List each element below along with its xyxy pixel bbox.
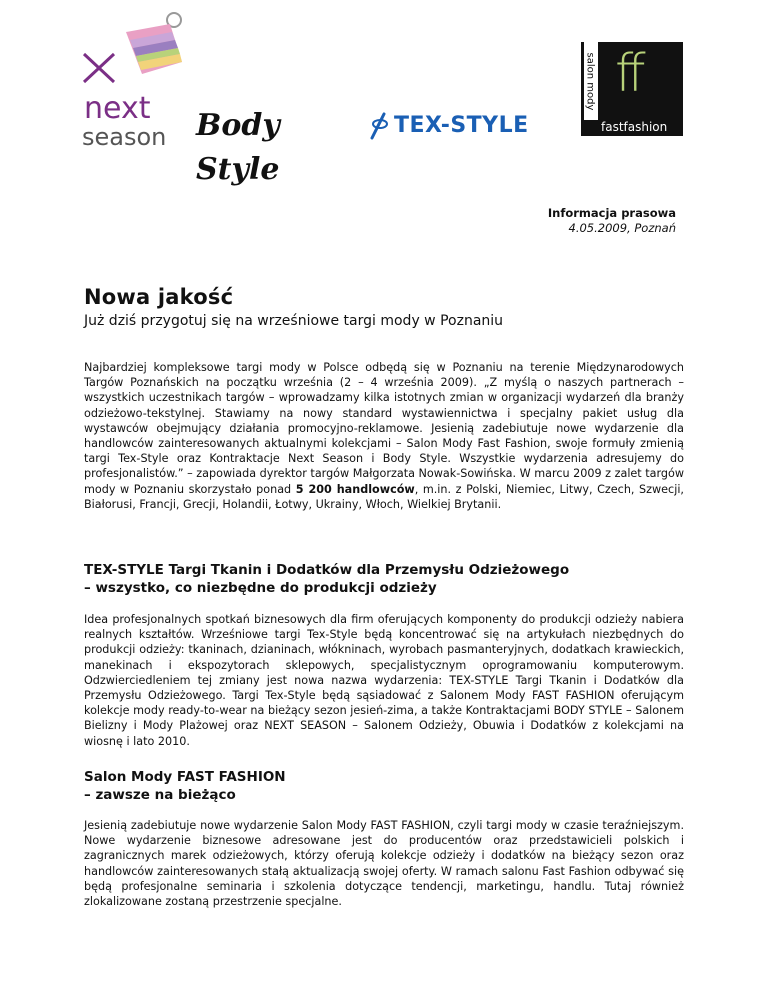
next-season-logo [78,10,188,150]
logo-season-text: season [82,123,167,150]
intro-text-1: Najbardziej kompleksowe targi mody w Polsce odbędą się w Poznaniu na terenie Międzynarodowych Targów Poznańskich na początku września (2 – 4 września 2009). „Z myślą o naszych partnerach – wszystkich uczestnikach targów – wprowadzamy kilka istotnych zmian w organizacji wydarzeń dla branży odzieżowo-tekstylnej. Stawiamy na nowy standard wystawiennictwa i specjalny pakiet usług dla wystawców obejmujący działania promocyjno-reklamowe. Jesienią zadebiutuje nowe wydarzenie dla handlowców zainteresowanych aktualnymi kolekcjami – Salon Mody Fast Fashion, swoje formuły zmienią targi Tex-Style oraz Kontraktacje Next Season i Body Style. Wszystkie wydarzenia adresujemy do profesjonalistów.” – zapowiada dyrektor targów Małgorzata Nowak-Sowińska. W marcu 2009 z zalet targów mody w Poznaniu skorzystało ponad [84,361,684,496]
tex-style-logo [368,110,560,140]
intro-bold: 5 200 handlowców [295,482,415,496]
body-style-logo [196,104,346,187]
fast-fashion-logo [581,42,683,136]
section-heading-tex-style [84,561,569,597]
fast-fashion-paragraph: Jesienią zadebiutuje nowe wydarzenie Salon Mody FAST FASHION, czyli targi mody w czasie teraźniejszym. Nowe wydarzenie biznesowe adresowane jest do producentów oraz przedstawicieli polskich i zagranicznych marek odzieżowych, którzy oferują kolekcje odzieży i dodatków na bieżący sezon oraz handlowców zainteresowanych stałą aktualizacją swojej oferty. W ramach salonu Fast Fashion odbywać się będą profesjonalne seminaria i szkolenia dotyczące tendencji, marketingu, handlu. Tutaj również zlokalizowane zostaną przestrzenie specjalne. [84,819,684,909]
section-heading-line1: Salon Mody FAST FASHION [84,769,286,785]
page-title: Nowa jakość [84,285,234,309]
logo-next-text: next [84,91,151,126]
needle-icon [368,110,388,140]
section-heading-line2: – zawsze na bieżąco [84,787,236,803]
section-heading-fast-fashion [84,768,286,804]
tag-icon [126,13,182,74]
press-label: Informacja prasowa [547,206,676,220]
tex-style-paragraph: Idea profesjonalnych spotkań biznesowych dla firm oferujących komponenty do produkcji odzieży nabiera realnych kształtów. Wrześniowe targi Tex-Style będą koncentrować się na artykułach niezbędnych do produkcji odzieży: tkaninach, dzianinach, włókninach, wyrobach pasmanteryjnych, dodatkach krawieckich, manekinach i ekspozytorach sklepowych, specjalistycznym oprogramowaniu komputerowym. Odzwierciedleniem tej zmiany jest nowa nazwa wydarzenia: TEX-STYLE Targi Tkanin i Dodatków dla Przemysłu Odzieżowego. Targi Tex-Style będą sąsiadować z Salonem Mody FAST FASHION oferującym kolekcje mody ready-to-wear na bieżący sezon jesień-zima, a także Kontraktacjami BODY STYLE – Salonem Bielizny i Mody Plażowej oraz NEXT SEASON – Salonem Odzieży, Obuwia i Dodatków z kolekcjami na wiosnę i lato 2010. [84,613,684,748]
logo-body-style-text: Body Style [196,108,280,187]
page-subtitle: Już dziś przygotuj się na wrześniowe targi mody w Poznaniu [84,313,504,329]
logo-ff-mark: ff [615,44,640,104]
logo-tex-style-text: TEX-STYLE [394,112,529,138]
intro-paragraph [84,360,684,512]
section-heading-line1: TEX-STYLE Targi Tkanin i Dodatków dla Przemysłu Odzieżowego [84,562,570,578]
logo-salon-mody-text: salon mody [584,52,596,111]
logo-fastfashion-text: fastfashion [601,120,668,134]
section-heading-line2: – wszystko, co niezbędne do produkcji odzieży [84,580,437,596]
intro-text-2: , m.in. z Polski, Niemiec, Litwy, Czech, Szwecji, Białorusi, Francji, Grecji, Holandii, Łotwy, Ukrainy, Włoch, Wielkiej Brytanii. [84,482,684,511]
press-info [548,206,676,236]
press-date: 4.05.2009, Poznań [568,221,676,235]
